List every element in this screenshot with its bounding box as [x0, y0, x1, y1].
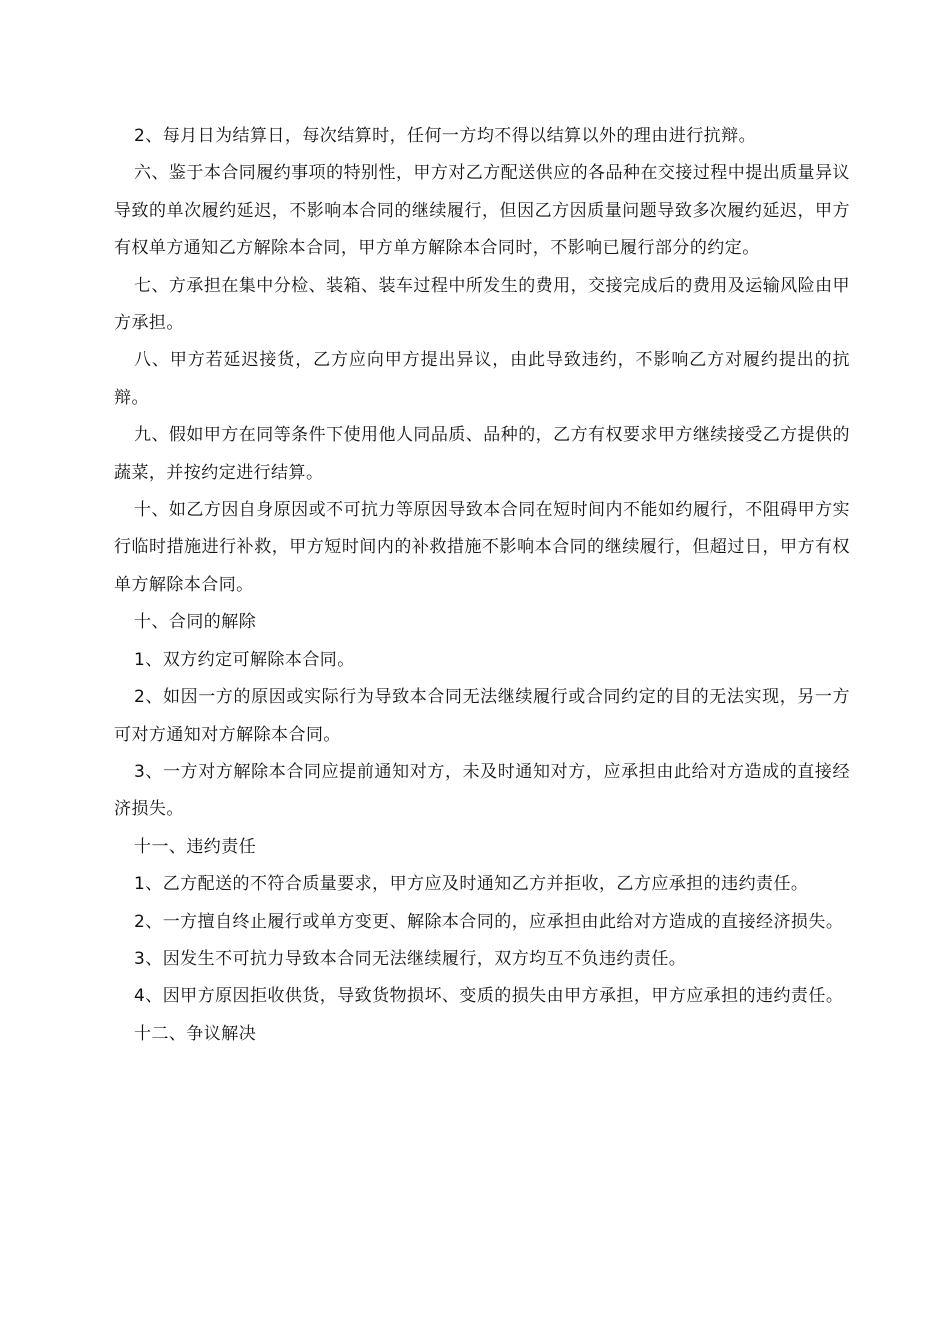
liability-item-1: 1、乙方配送的不符合质量要求，甲方应及时通知乙方并拒收，乙方应承担的违约责任。 — [134, 874, 809, 895]
clause-six-quality-objection: 六、鉴于本合同履约事项的特别性，甲方对乙方配送供应的各品种在交接过程中提出质量异议导致的单次履约延迟，不影响本合同的继续履行，但因乙方因质量问题导致多次履约延迟，甲方有权单方通知乙方解除本合同，甲方单方解除本合同时，不影响已履行部分的约定。 — [114, 163, 850, 259]
termination-item-3: 3、一方对方解除本合同应提前通知对方，未及时通知对方，应承担由此给对方造成的直接经济损失。 — [114, 761, 850, 820]
termination-item-1: 1、双方约定可解除本合同。 — [134, 649, 355, 670]
clause-seven-costs: 七、方承担在集中分检、装箱、装车过程中所发生的费用，交接完成后的费用及运输风险由甲方承担。 — [114, 275, 850, 334]
termination-item-2: 2、如因一方的原因或实际行为导致本合同无法继续履行或合同约定的目的无法实现，另一方可对方通知对方解除本合同。 — [114, 687, 850, 745]
section-heading-termination: 十、合同的解除 — [134, 612, 257, 633]
liability-item-2: 2、一方擅自终止履行或单方变更、解除本合同的，应承担由此给对方造成的直接经济损失。 — [134, 911, 844, 932]
liability-item-3: 3、因发生不可抗力导致本合同无法继续履行，双方均互不负违约责任。 — [134, 948, 687, 969]
clause-nine-other-suppliers: 九、假如甲方在同等条件下使用他人同品质、品种的，乙方有权要求甲方继续接受乙方提供的蔬菜，并按约定进行结算。 — [114, 425, 850, 483]
liability-item-4: 4、因甲方原因拒收供货，导致货物损坏、变质的损失由甲方承担，甲方应承担的违约责任。 — [134, 986, 844, 1007]
clause-eight-delayed-pickup: 八、甲方若延迟接货，乙方应向甲方提出异议，由此导致违约，不影响乙方对履约提出的抗辩。 — [114, 350, 850, 408]
contract-body — [114, 118, 850, 1053]
clause-ten-force-majeure: 十、如乙方因自身原因或不可抗力等原因导致本合同在短时间内不能如约履行，不阻碍甲方实行临时措施进行补救，甲方短时间内的补救措施不影响本合同的继续履行，但超过日，甲方有权单方解除本合同。 — [114, 500, 850, 595]
clause-settlement-date: 2、每月日为结算日，每次结算时，任何一方均不得以结算以外的理由进行抗辩。 — [134, 126, 757, 146]
section-heading-liability: 十一、违约责任 — [134, 836, 257, 857]
section-heading-dispute: 十二、争议解决 — [134, 1023, 257, 1044]
